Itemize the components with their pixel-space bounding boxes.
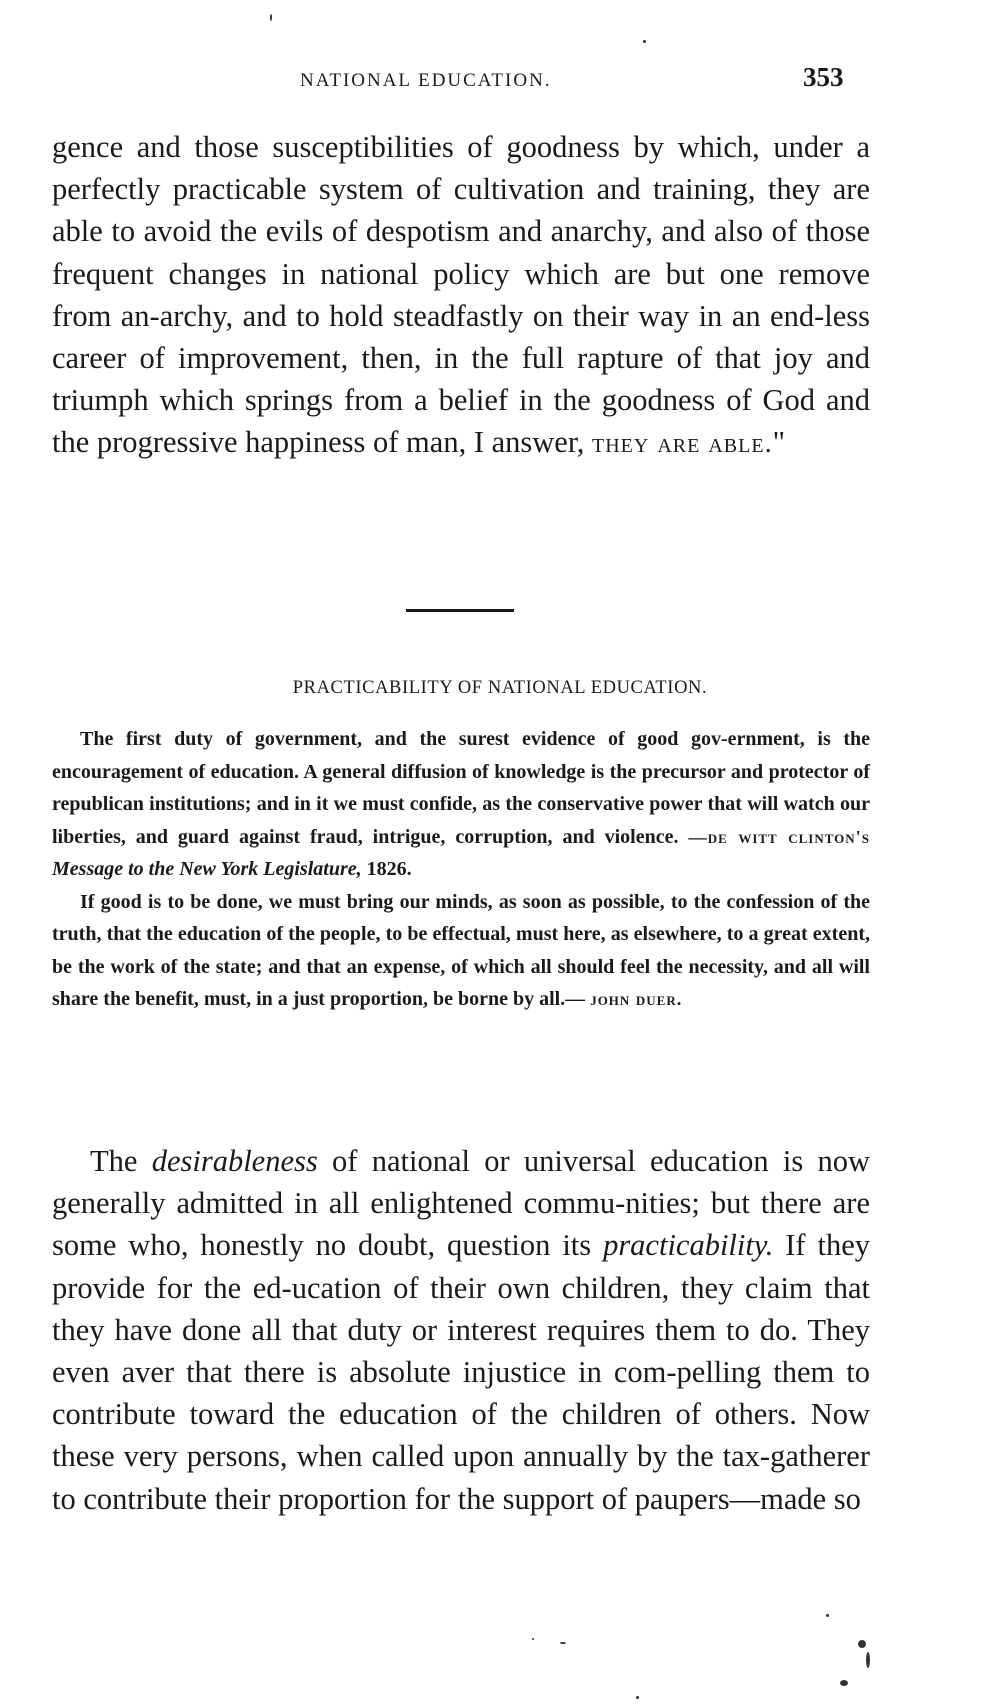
speck: [866, 1652, 870, 1668]
page-number: 353: [803, 62, 844, 92]
speck: [636, 1696, 639, 1699]
page-header: [0, 62, 1000, 102]
continuation-paragraph: [52, 126, 870, 466]
body-part-2: of national or universal education is now generally admitted in all enlightened commu-nities; but there are some who, honestly no doubt, question its: [52, 1144, 870, 1263]
epigraph-quotes: [52, 723, 870, 1016]
body-part-1: The: [90, 1144, 152, 1178]
quote-clinton: [52, 723, 870, 886]
speck: [643, 40, 646, 43]
quote-clinton-work: Message to the New York Legislature,: [52, 858, 362, 880]
running-title: NATIONAL EDUCATION.: [300, 70, 552, 91]
speck: [532, 1638, 534, 1640]
quote-duer-author: john duer.: [590, 989, 683, 1009]
quote-duer: [52, 886, 870, 1016]
quote-clinton-year: 1826.: [366, 858, 412, 880]
speck: [858, 1640, 866, 1648]
body-italic-desirableness: desirableness: [151, 1144, 318, 1178]
quote-clinton-author: —de witt clinton's: [688, 826, 871, 847]
speck: [270, 14, 272, 21]
section-title: PRACTICABILITY OF NATIONAL EDUCATION.: [292, 678, 708, 698]
speck: [560, 1642, 566, 1644]
body-italic-practicability: practicability.: [603, 1228, 774, 1263]
continuation-emphasis: they are able.: [592, 428, 773, 460]
section-divider: [406, 609, 514, 612]
body-paragraph: [52, 1140, 870, 1520]
quote-duer-text: If good is to be done, we must bring our minds, as soon as possible, to the confession of the truth, that the education of the people, to be effectual, must here, as elsewhere, to a great extent, be the work of the state; and that an expense, of which all should feel the necessity, and all will share the benefit, must, in a just proportion, be borne by all.—: [52, 890, 870, 1010]
continuation-close-quote: ": [772, 425, 786, 460]
continuation-text: gence and those susceptibilities of goodness by which, under a perfectly practicable system of cultivation and training, they are able to avoid the evils of despotism and anarchy, and also of those frequent changes in national policy which are but one remove from an-archy, and to hold steadfastly on their way in an end-less career of improvement, then, in the full rapture of that joy and triumph which springs from a belief in the goodness of God and the progressive happiness of man, I answer,: [52, 130, 870, 460]
body-part-3: If they provide for the ed-ucation of their own children, they claim that they have done all that duty or interest requires them to do. They even aver that there is absolute injustice in com-pelling them to contribute toward the education of the children of others. Now these very persons, when called upon annually by the tax-gatherer to contribute their proportion for the support of paupers—made so: [52, 1228, 870, 1516]
speck: [840, 1680, 848, 1686]
quote-clinton-text: The first duty of government, and the surest evidence of good gov-ernment, is the encouragement of education. A general diffusion of knowledge is the precursor and protector of republican institutions; and in it we must confide, as the conservative power that will watch our liberties, and guard against fraud, intrigue, corruption, and violence.: [52, 728, 870, 848]
speck: [826, 1614, 829, 1617]
